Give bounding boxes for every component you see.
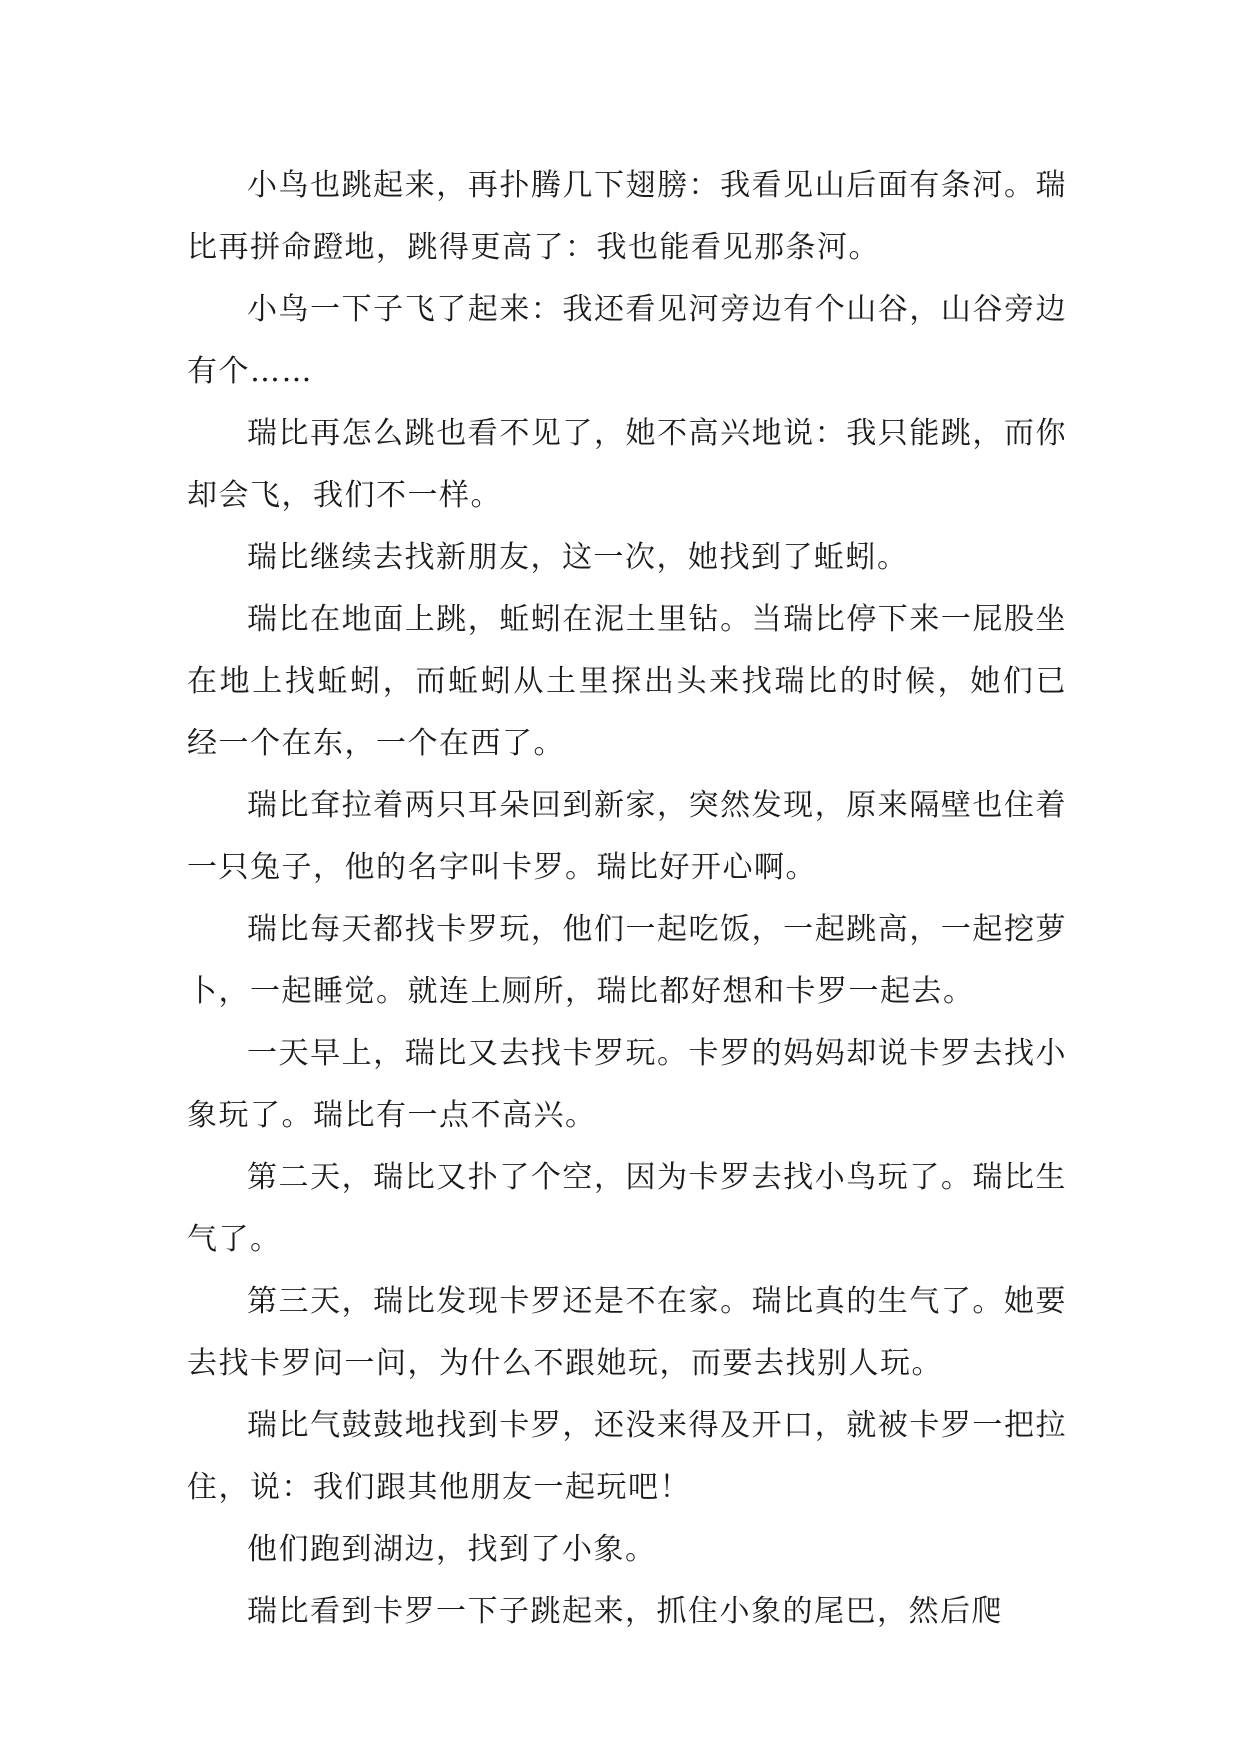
paragraph-3: 瑞比再怎么跳也看不见了，她不高兴地说：我只能跳，而你却会飞，我们不一样。 (187, 416, 1067, 513)
paragraph-11: 瑞比气鼓鼓地找到卡罗，还没来得及开口，就被卡罗一把拉住，说：我们跟其他朋友一起玩吧！ (187, 1408, 1067, 1505)
paragraph-2: 小鸟一下子飞了起来：我还看见河旁边有个山谷，山谷旁边有个…… (187, 292, 1067, 389)
paragraph-4: 瑞比继续去找新朋友，这一次，她找到了蚯蚓。 (247, 540, 909, 575)
paragraph-13: 瑞比看到卡罗一下子跳起来，抓住小象的尾巴，然后爬 (247, 1594, 1003, 1629)
paragraph-6: 瑞比耷拉着两只耳朵回到新家，突然发现，原来隔壁也住着一只兔子，他的名字叫卡罗。瑞比好开心啊。 (187, 788, 1067, 885)
paragraph-9: 第二天，瑞比又扑了个空，因为卡罗去找小鸟玩了。瑞比生气了。 (187, 1160, 1067, 1257)
paragraph-5: 瑞比在地面上跳，蚯蚓在泥土里钻。当瑞比停下来一屁股坐在地上找蚯蚓，而蚯蚓从土里探出头来找瑞比的时候，她们已经一个在东，一个在西了。 (187, 602, 1067, 761)
document-body (187, 155, 1067, 1643)
paragraph-7: 瑞比每天都找卡罗玩，他们一起吃饭，一起跳高，一起挖萝卜，一起睡觉。就连上厕所，瑞比都好想和卡罗一起去。 (187, 912, 1067, 1009)
paragraph-8: 一天早上，瑞比又去找卡罗玩。卡罗的妈妈却说卡罗去找小象玩了。瑞比有一点不高兴。 (187, 1036, 1067, 1133)
paragraph-10: 第三天，瑞比发现卡罗还是不在家。瑞比真的生气了。她要去找卡罗问一问，为什么不跟她玩，而要去找别人玩。 (187, 1284, 1067, 1381)
paragraph-1: 小鸟也跳起来，再扑腾几下翅膀：我看见山后面有条河。瑞比再拼命蹬地，跳得更高了：我也能看见那条河。 (187, 168, 1067, 265)
paragraph-12: 他们跑到湖边，找到了小象。 (247, 1532, 657, 1567)
